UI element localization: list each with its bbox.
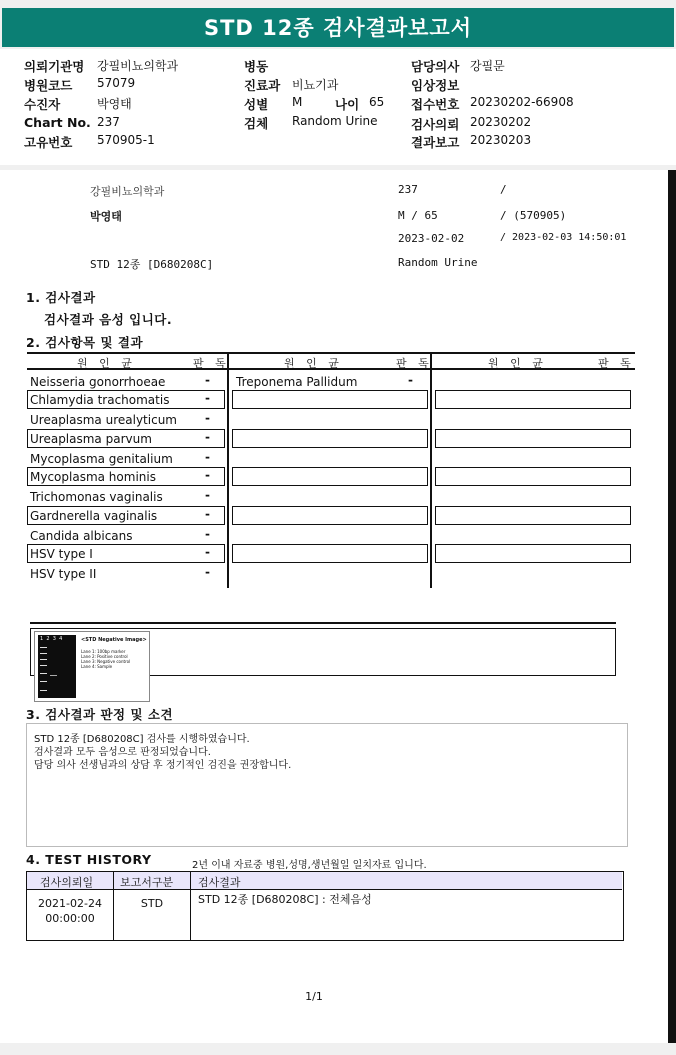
organism-name: Trichomonas vaginalis xyxy=(30,490,163,504)
gel-band xyxy=(40,659,47,660)
patient-report-datetime: / 2023-02-03 14:50:01 xyxy=(500,232,627,243)
gel-legend-3: Lane 3: Negative control xyxy=(81,659,131,664)
gel-legend-2: Lane 2: Positive control xyxy=(81,654,128,659)
section4-title: 4. TEST HISTORY xyxy=(26,852,152,867)
report-page xyxy=(0,170,668,1043)
empty-cell-box xyxy=(232,429,428,448)
organism-name: Ureaplasma parvum xyxy=(30,432,152,446)
organism-name: Candida albicans xyxy=(30,529,133,543)
organism-result: - xyxy=(205,411,210,425)
value-receipt-no: 20230202-66908 xyxy=(470,95,574,109)
organism-result: - xyxy=(205,450,210,464)
empty-cell-box xyxy=(435,506,631,525)
patient-request-date: 2023-02-02 xyxy=(398,232,465,245)
opinion-line: 담당 의사 선생님과의 상담 후 정기적인 검진을 권장합니다. xyxy=(34,760,292,771)
history-col-divider xyxy=(190,872,191,940)
col1-header-result: 판 독 xyxy=(193,357,230,370)
patient-chart-slash: / xyxy=(500,183,507,196)
organism-result: - xyxy=(205,373,210,387)
patient-chart: 237 xyxy=(398,183,418,196)
history-header-type: 보고서구분 xyxy=(120,876,174,889)
value-physician: 강필문 xyxy=(470,59,505,73)
label-sex: 성별 xyxy=(244,97,269,112)
table-top-line xyxy=(27,352,635,354)
empty-cell-box xyxy=(435,544,631,563)
empty-cell-box xyxy=(435,390,631,409)
label-department: 진료과 xyxy=(244,78,281,93)
value-department: 비뇨기과 xyxy=(292,78,339,92)
gel-band xyxy=(40,653,47,654)
organism-result: - xyxy=(408,373,413,387)
label-physician: 담당의사 xyxy=(411,59,460,74)
section1-summary: 검사결과 음성 입니다. xyxy=(44,312,173,327)
label-hospital-code: 병원코드 xyxy=(24,78,73,93)
value-sex: M xyxy=(292,95,303,109)
label-patient: 수진자 xyxy=(24,97,61,112)
patient-id-part: / (570905) xyxy=(500,209,567,222)
report-title: STD 12종 검사결과보고서 xyxy=(2,8,674,47)
section2-title: 2. 검사항목 및 결과 xyxy=(26,335,144,350)
gel-band xyxy=(40,681,47,682)
label-clinical-info: 임상정보 xyxy=(411,78,460,93)
value-requesting-institution: 강필비뇨의학과 xyxy=(97,59,179,73)
history-note: 2년 이내 자료중 병원,성명,생년월일 일치자료 입니다. xyxy=(192,860,427,871)
gel-legend-1: Lane 1: 100bp marker xyxy=(81,649,126,654)
opinion-line: STD 12종 [D680208C] 검사를 시행하였습니다. xyxy=(34,734,250,745)
label-receipt-no: 접수번호 xyxy=(411,97,460,112)
label-request-date: 검사의뢰 xyxy=(411,117,460,132)
column-divider-1 xyxy=(227,352,229,588)
gel-band xyxy=(50,675,57,676)
organism-name: HSV type II xyxy=(30,567,97,581)
gel-image-thumbnail xyxy=(34,631,150,702)
organism-result: - xyxy=(205,565,210,579)
organism-result: - xyxy=(205,488,210,502)
empty-cell-box xyxy=(232,506,428,525)
organism-name: Ureaplasma urealyticum xyxy=(30,413,177,427)
organism-name: Chlamydia trachomatis xyxy=(30,393,170,407)
label-report-date: 결과보고 xyxy=(411,135,460,150)
empty-cell-box xyxy=(232,467,428,486)
gel-band xyxy=(40,647,47,648)
organism-name: Mycoplasma hominis xyxy=(30,470,156,484)
history-row-result: STD 12종 [D680208C] : 전체음성 xyxy=(198,893,372,906)
history-header-date: 검사의뢰일 xyxy=(40,876,94,889)
page-number: 1/1 xyxy=(305,990,323,1003)
value-patient: 박영태 xyxy=(97,97,132,111)
empty-cell-box xyxy=(435,467,631,486)
gel-image-dark xyxy=(38,635,76,698)
section1-title: 1. 검사결과 xyxy=(26,290,96,305)
value-unique-id: 570905-1 xyxy=(97,133,155,147)
patient-sex-age: M / 65 xyxy=(398,209,438,222)
gel-title: <STD Negative Image> xyxy=(81,637,147,643)
history-header-result: 검사결과 xyxy=(198,876,241,889)
page-edge-bar xyxy=(668,170,676,1043)
organism-result: - xyxy=(205,430,210,444)
gel-band xyxy=(40,673,47,674)
label-chart-no: Chart No. xyxy=(24,115,91,130)
value-chart-no: 237 xyxy=(97,115,120,129)
gel-lane-numbers: 1 2 3 4 xyxy=(40,636,63,642)
label-specimen: 검체 xyxy=(244,116,269,131)
col3-header-organism: 원 인 균 xyxy=(488,357,547,370)
label-requesting-institution: 의뢰기관명 xyxy=(24,59,85,74)
organism-result: - xyxy=(205,545,210,559)
organism-name: Gardnerella vaginalis xyxy=(30,509,158,523)
label-ward: 병동 xyxy=(244,59,269,74)
col2-header-organism: 원 인 균 xyxy=(284,357,343,370)
section3-title: 3. 검사결과 판정 및 소견 xyxy=(26,707,174,722)
patient-test: STD 12종 [D680208C] xyxy=(90,258,214,271)
empty-cell-box xyxy=(232,390,428,409)
organism-result: - xyxy=(205,527,210,541)
gel-band xyxy=(40,690,47,691)
value-report-date: 20230203 xyxy=(470,133,532,147)
gel-legend-4: Lane 4: Sample xyxy=(81,664,113,669)
value-age: 65 xyxy=(369,95,385,109)
organism-name: Mycoplasma genitalium xyxy=(30,452,173,466)
gel-band xyxy=(40,665,47,666)
history-row-date: 2021-02-24 xyxy=(38,897,102,910)
value-hospital-code: 57079 xyxy=(97,76,136,90)
history-row-type: STD xyxy=(140,897,164,910)
column-divider-2 xyxy=(430,352,432,588)
col2-header-result: 판 독 xyxy=(396,357,433,370)
empty-cell-box xyxy=(232,544,428,563)
patient-clinic: 강필비뇨의학과 xyxy=(90,185,165,198)
patient-name: 박영태 xyxy=(90,210,122,223)
history-row-time: 00:00:00 xyxy=(45,912,95,925)
col3-header-result: 판 독 xyxy=(598,357,635,370)
organism-result: - xyxy=(205,468,210,482)
organism-name: Treponema Pallidum xyxy=(236,375,358,389)
patient-specimen: Random Urine xyxy=(398,256,478,269)
gel-panel-top-line xyxy=(30,622,616,624)
history-header-row xyxy=(27,872,622,890)
organism-name: HSV type I xyxy=(30,547,93,561)
organism-result: - xyxy=(205,391,210,405)
value-request-date: 20230202 xyxy=(470,115,532,129)
value-specimen: Random Urine xyxy=(292,114,378,128)
opinion-line: 검사결과 모두 음성으로 판정되었습니다. xyxy=(34,747,211,758)
label-unique-id: 고유번호 xyxy=(24,135,73,150)
label-age: 나이 xyxy=(335,97,360,112)
empty-cell-box xyxy=(435,429,631,448)
col1-header-organism: 원 인 균 xyxy=(77,357,136,370)
organism-name: Neisseria gonorrhoeae xyxy=(30,375,166,389)
organism-result: - xyxy=(205,507,210,521)
header-info xyxy=(0,49,676,165)
